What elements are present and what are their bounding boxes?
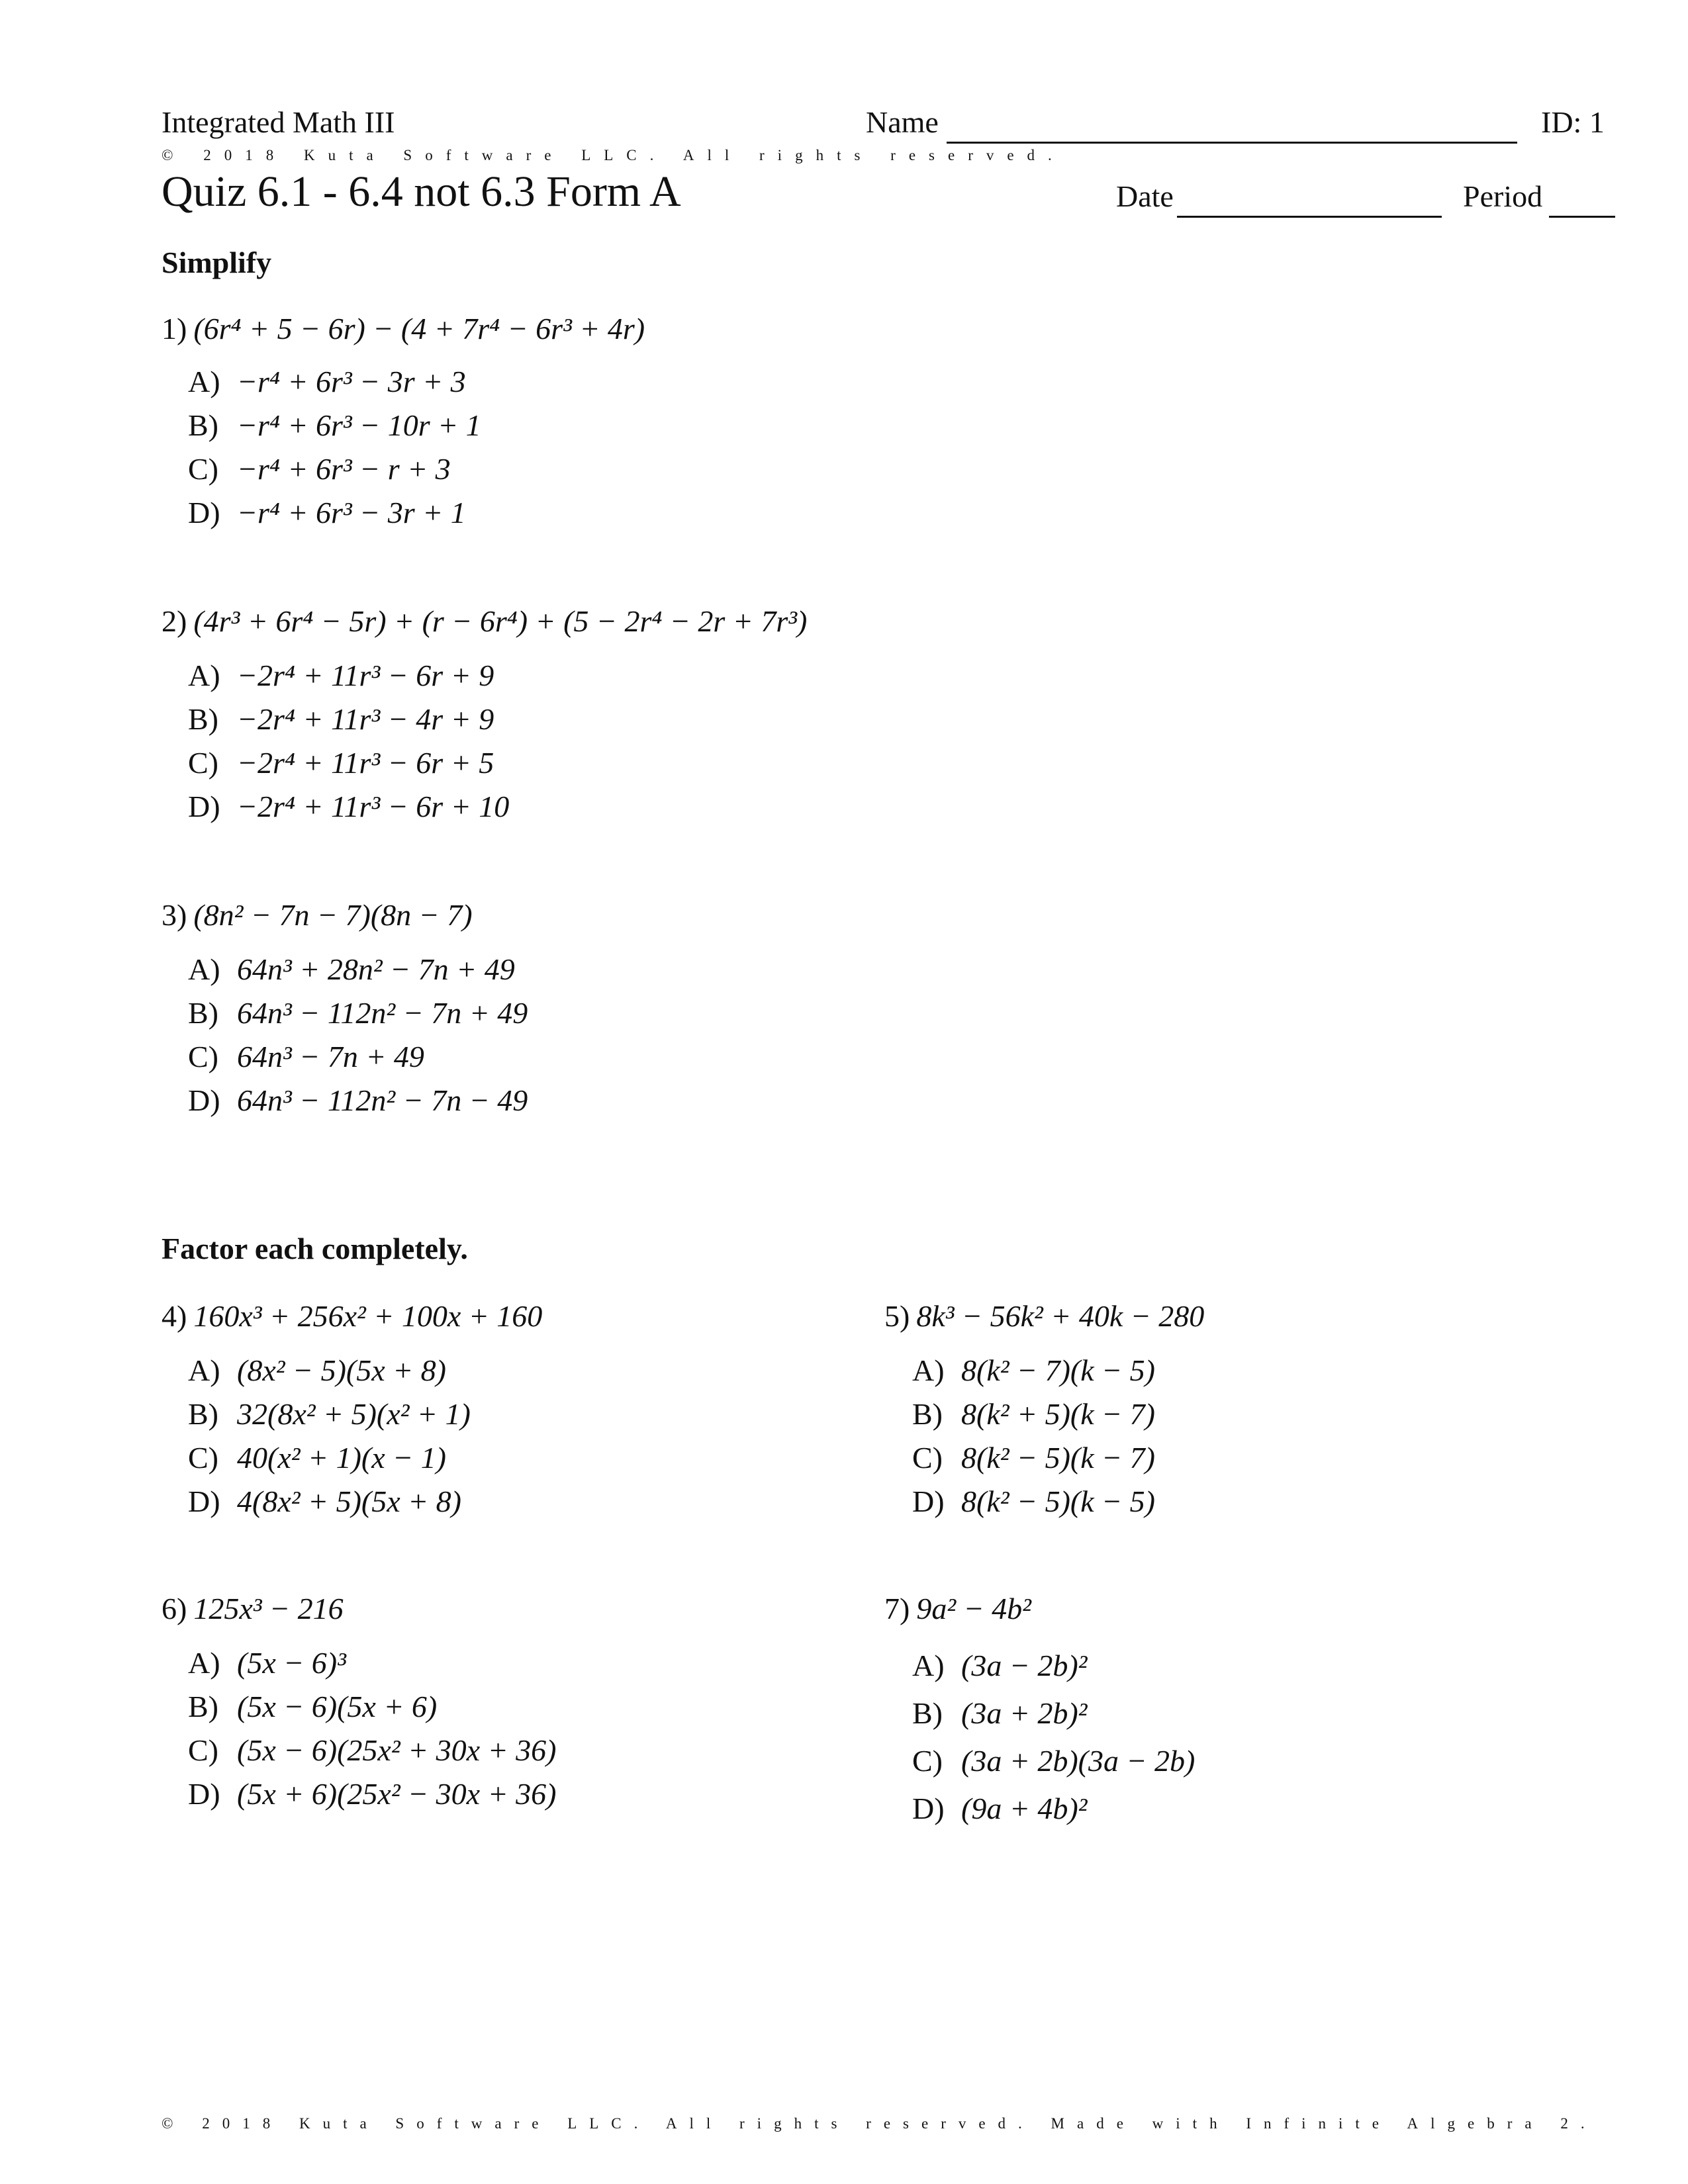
question-3-choice-d[interactable] bbox=[188, 1083, 528, 1118]
choice-letter: D) bbox=[188, 496, 220, 529]
choice-letter: B) bbox=[188, 408, 218, 442]
question-5-choice-b[interactable] bbox=[912, 1396, 1155, 1432]
question-1 bbox=[162, 311, 645, 346]
question-2-choice-d[interactable] bbox=[188, 789, 509, 824]
choice-letter: C) bbox=[912, 1441, 943, 1475]
question-3 bbox=[162, 897, 473, 933]
choice-text: −r⁴ + 6r³ − 3r + 1 bbox=[237, 496, 466, 529]
choice-letter: C) bbox=[188, 746, 218, 780]
choice-text: 8(k² − 5)(k − 7) bbox=[961, 1441, 1155, 1475]
question-number: 3) bbox=[162, 898, 187, 932]
choice-text: −2r⁴ + 11r³ − 6r + 10 bbox=[237, 790, 510, 823]
choice-text: 64n³ − 112n² − 7n + 49 bbox=[237, 996, 528, 1030]
name-blank-line[interactable] bbox=[947, 142, 1517, 144]
course-name: Integrated Math III bbox=[162, 105, 395, 139]
choice-letter: A) bbox=[188, 1646, 220, 1680]
choice-letter: B) bbox=[912, 1696, 943, 1730]
id-label: ID: 1 bbox=[1541, 105, 1605, 139]
choice-letter: C) bbox=[188, 452, 218, 486]
question-2-choice-b[interactable] bbox=[188, 702, 494, 737]
question-3-choice-c[interactable] bbox=[188, 1039, 424, 1074]
choice-letter: A) bbox=[912, 1353, 945, 1387]
choice-text: −r⁴ + 6r³ − 10r + 1 bbox=[237, 408, 481, 442]
question-problem: (4r³ + 6r⁴ − 5r) + (r − 6r⁴) + (5 − 2r⁴ − 2r + 7r³) bbox=[193, 604, 808, 638]
question-1-choice-c[interactable] bbox=[188, 451, 451, 486]
choice-letter: B) bbox=[188, 1690, 218, 1723]
choice-text: 40(x² + 1)(x − 1) bbox=[237, 1441, 446, 1475]
choice-letter: A) bbox=[188, 1353, 220, 1387]
question-number: 4) bbox=[162, 1299, 187, 1333]
question-2 bbox=[162, 604, 807, 639]
choice-letter: A) bbox=[188, 952, 220, 986]
choice-letter: C) bbox=[188, 1441, 218, 1475]
choice-letter: A) bbox=[912, 1649, 945, 1682]
choice-letter: C) bbox=[188, 1733, 218, 1767]
choice-text: −2r⁴ + 11r³ − 4r + 9 bbox=[237, 702, 494, 736]
question-6-choice-b[interactable] bbox=[188, 1689, 437, 1724]
question-problem: 160x³ + 256x² + 100x + 160 bbox=[193, 1299, 543, 1333]
choice-text: −2r⁴ + 11r³ − 6r + 9 bbox=[237, 659, 494, 692]
question-4-choice-b[interactable] bbox=[188, 1396, 471, 1432]
choice-text: 64n³ − 7n + 49 bbox=[237, 1040, 424, 1073]
choice-letter: D) bbox=[188, 1083, 220, 1117]
question-5-choice-a[interactable] bbox=[912, 1353, 1155, 1388]
question-6-choice-c[interactable] bbox=[188, 1733, 556, 1768]
question-5-choice-d[interactable] bbox=[912, 1484, 1155, 1519]
copyright-top: © 2018 Kuta Software LLC. All rights reserved. bbox=[162, 147, 1065, 163]
footer-copyright: © 2018 Kuta Software LLC. All rights reserved. Made with Infinite Algebra 2. bbox=[162, 2115, 1597, 2132]
question-6-choice-a[interactable] bbox=[188, 1645, 346, 1680]
question-7-choice-d[interactable] bbox=[912, 1791, 1087, 1826]
choice-text: 64n³ − 112n² − 7n − 49 bbox=[237, 1083, 528, 1117]
question-4-choice-a[interactable] bbox=[188, 1353, 446, 1388]
choice-text: (5x − 6)(5x + 6) bbox=[237, 1690, 438, 1723]
choice-letter: C) bbox=[912, 1744, 943, 1778]
question-number: 2) bbox=[162, 604, 187, 638]
period-label: Period bbox=[1463, 179, 1543, 213]
question-7-choice-c[interactable] bbox=[912, 1743, 1195, 1778]
question-problem: 9a² − 4b² bbox=[916, 1592, 1031, 1625]
question-problem: (6r⁴ + 5 − 6r) − (4 + 7r⁴ − 6r³ + 4r) bbox=[193, 312, 645, 345]
choice-letter: B) bbox=[188, 702, 218, 736]
question-4 bbox=[162, 1298, 542, 1334]
choice-letter: A) bbox=[188, 365, 220, 398]
date-label: Date bbox=[1116, 179, 1174, 213]
question-1-choice-d[interactable] bbox=[188, 495, 466, 530]
date-blank-line[interactable] bbox=[1177, 216, 1442, 218]
choice-letter: D) bbox=[188, 1777, 220, 1811]
choice-letter: D) bbox=[188, 1484, 220, 1518]
choice-letter: B) bbox=[188, 1397, 218, 1431]
section-heading-factor: Factor each completely. bbox=[162, 1232, 468, 1265]
choice-text: (5x − 6)(25x² + 30x + 36) bbox=[237, 1733, 557, 1767]
choice-text: −2r⁴ + 11r³ − 6r + 5 bbox=[237, 746, 494, 780]
choice-letter: D) bbox=[912, 1484, 945, 1518]
choice-text: (3a − 2b)² bbox=[961, 1649, 1088, 1682]
question-1-choice-a[interactable] bbox=[188, 364, 466, 399]
question-3-choice-b[interactable] bbox=[188, 995, 528, 1030]
question-number: 6) bbox=[162, 1592, 187, 1625]
question-problem: 125x³ − 216 bbox=[193, 1592, 344, 1625]
choice-text: 4(8x² + 5)(5x + 8) bbox=[237, 1484, 461, 1518]
choice-letter: B) bbox=[188, 996, 218, 1030]
question-problem: (8n² − 7n − 7)(8n − 7) bbox=[193, 898, 473, 932]
choice-text: (5x − 6)³ bbox=[237, 1646, 346, 1680]
choice-letter: D) bbox=[912, 1792, 945, 1825]
choice-text: −r⁴ + 6r³ − r + 3 bbox=[237, 452, 451, 486]
section-heading-simplify: Simplify bbox=[162, 246, 272, 279]
question-7-choice-a[interactable] bbox=[912, 1648, 1087, 1683]
page-title: Quiz 6.1 - 6.4 not 6.3 Form A bbox=[162, 167, 681, 216]
question-2-choice-a[interactable] bbox=[188, 658, 494, 693]
choice-text: −r⁴ + 6r³ − 3r + 3 bbox=[237, 365, 466, 398]
choice-text: 32(8x² + 5)(x² + 1) bbox=[237, 1397, 471, 1431]
question-4-choice-c[interactable] bbox=[188, 1440, 446, 1475]
question-2-choice-c[interactable] bbox=[188, 745, 494, 780]
question-6-choice-d[interactable] bbox=[188, 1776, 556, 1811]
name-label: Name bbox=[866, 105, 939, 139]
choice-text: (5x + 6)(25x² − 30x + 36) bbox=[237, 1777, 557, 1811]
choice-text: 64n³ + 28n² − 7n + 49 bbox=[237, 952, 515, 986]
choice-text: (8x² − 5)(5x + 8) bbox=[237, 1353, 446, 1387]
question-4-choice-d[interactable] bbox=[188, 1484, 461, 1519]
choice-text: (3a + 2b)(3a − 2b) bbox=[961, 1744, 1196, 1778]
question-number: 5) bbox=[884, 1299, 910, 1333]
choice-text: 8(k² − 7)(k − 5) bbox=[961, 1353, 1155, 1387]
question-number: 1) bbox=[162, 312, 187, 345]
choice-text: 8(k² − 5)(k − 5) bbox=[961, 1484, 1155, 1518]
question-3-choice-a[interactable] bbox=[188, 952, 515, 987]
question-5 bbox=[884, 1298, 1204, 1334]
question-5-choice-c[interactable] bbox=[912, 1440, 1155, 1475]
question-problem: 8k³ − 56k² + 40k − 280 bbox=[916, 1299, 1205, 1333]
choice-letter: B) bbox=[912, 1397, 943, 1431]
question-6 bbox=[162, 1591, 344, 1626]
choice-text: (9a + 4b)² bbox=[961, 1792, 1088, 1825]
choice-letter: C) bbox=[188, 1040, 218, 1073]
question-number: 7) bbox=[884, 1592, 910, 1625]
question-7 bbox=[884, 1591, 1031, 1626]
choice-text: 8(k² + 5)(k − 7) bbox=[961, 1397, 1155, 1431]
period-blank-line[interactable] bbox=[1549, 216, 1615, 218]
question-7-choice-b[interactable] bbox=[912, 1696, 1087, 1731]
choice-text: (3a + 2b)² bbox=[961, 1696, 1088, 1730]
choice-letter: D) bbox=[188, 790, 220, 823]
choice-letter: A) bbox=[188, 659, 220, 692]
question-1-choice-b[interactable] bbox=[188, 408, 481, 443]
